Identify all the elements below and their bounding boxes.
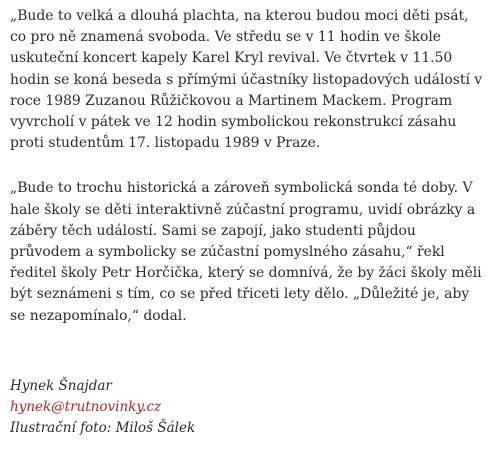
photo-credit: Ilustrační foto: Miloš Šálek: [10, 420, 196, 436]
article-body: [10, 6, 485, 327]
article-paragraph: „Bude to trochu historická a zároveň symbolická sonda té doby. V hale školy se děti interaktivně zúčastní programu, uvidí obrázky a záběry těch událostí. Sami se zapojí, jako studenti půjdou průvodem a symbolicky se zúčastní pomyslného zásahu,“ řekl ředitel školy Petr Horčička, který se domnívá, že by žáci školy měli být seznámeni s tím, co se před třiceti lety dělo. „Důležité je, aby se nezapomínalo,“ dodal.: [10, 180, 482, 324]
author-name: Hynek Šnajdar: [10, 378, 112, 394]
author-signature: [10, 376, 195, 439]
author-email-link[interactable]: hynek@trutnovinky.cz: [10, 399, 162, 415]
article-paragraph: „Bude to velká a dlouhá plachta, na kterou budou moci děti psát, co pro ně znamená svoboda. Ve středu se v 11 hodin ve škole uskuteční koncert kapely Karel Kryl revival. Ve čtvrtek v 11.50 hodin se koná beseda s přímými účastníky listopadových událostí v roce 1989 Zuzanou Růžičkovou a Martinem Mackem. Program vyvrcholí v pátek ve 12 hodin symbolickou rekonstrukcí zásahu proti studentům 17. listopadu 1989 v Praze.: [10, 8, 483, 152]
